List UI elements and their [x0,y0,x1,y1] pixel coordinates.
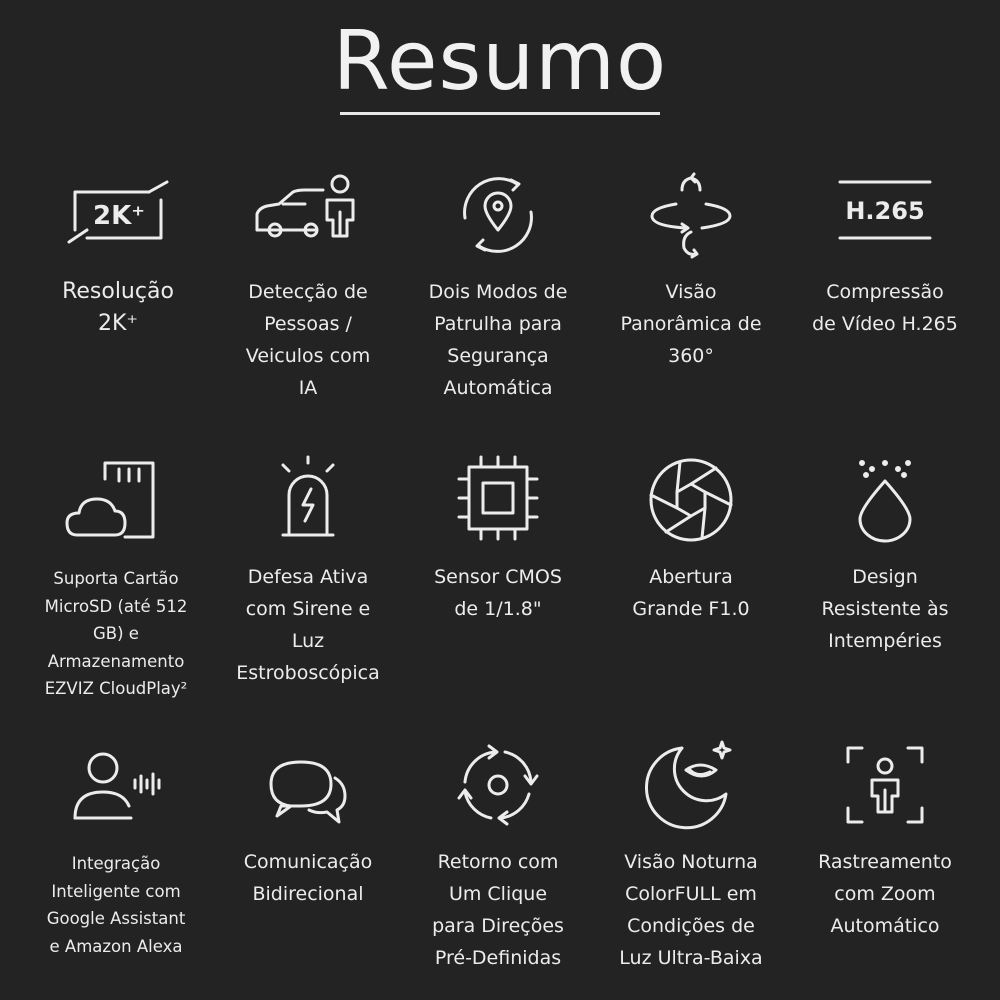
feature-label: Design Resistente às Intempéries [821,566,949,652]
feature-panoramic [593,170,789,372]
feature-ai-detection [210,170,406,404]
feature-label: Integração Inteligente com Google Assistant e Amazon Alexa [46,854,186,956]
microsd-cloud-icon [61,455,171,545]
feature-label: Visão Noturna ColorFULL em Condições de Luz Ultra-Baixa [619,851,763,969]
auto-zoom-tracking-icon [830,740,940,830]
feature-label: Retorno com Um Clique para Direções Pré-Definidas [432,851,564,969]
feature-label: Rastreamento com Zoom Automático [818,851,952,937]
voice-assistant-user-icon [61,740,171,830]
feature-weather-resistant [787,455,983,657]
feature-label: Compressão de Vídeo H.265 [812,281,958,335]
feature-label: Defesa Ativa com Sirene e Luz Estroboscópica [236,566,380,684]
svg-text:2K⁺: 2K⁺ [93,201,145,231]
chat-bubbles-icon [253,740,363,830]
feature-two-way-talk [210,740,406,910]
feature-label: Visão Panorâmica de 360° [620,281,762,367]
aperture-icon [636,455,746,545]
feature-label: Resolução 2K⁺ [62,279,174,336]
feature-label: Abertura Grande F1.0 [632,566,750,620]
feature-active-defense [210,455,406,689]
feature-aperture [593,455,789,625]
feature-label: Sensor CMOS de 1/1.8" [434,566,562,620]
feature-smart-integration [18,740,214,960]
feature-label: Detecção de Pessoas / Veiculos com IA [245,281,371,399]
feature-label: Dois Modos de Patrulha para Segurança Automática [428,281,568,399]
feature-auto-zoom-tracking [787,740,983,942]
feature-patrol-modes [400,170,596,404]
page-title: Resumo [332,14,668,109]
location-patrol-icon [443,170,553,260]
feature-microsd-cloud [18,455,214,703]
car-person-detection-icon [253,170,363,260]
title-underline [340,112,660,115]
one-click-return-icon [443,740,553,830]
feature-label: Comunicação Bidirecional [243,851,373,905]
feature-label: Suporta Cartão MicroSD (até 512 GB) e Armazenamento EZVIZ CloudPlay² [44,569,188,698]
2k-resolution-icon [63,170,173,260]
svg-text:H.265: H.265 [845,197,925,225]
h265-compression-icon [830,170,940,260]
feature-night-vision [593,740,789,974]
feature-h265 [787,170,983,340]
feature-one-click-return [400,740,596,974]
weather-resistant-drop-icon [830,455,940,545]
siren-alarm-icon [253,455,363,545]
feature-resolution [20,170,216,340]
panoramic-rotation-icon [636,170,746,260]
cmos-sensor-chip-icon [443,455,553,545]
night-vision-moon-eye-icon [636,740,746,830]
feature-cmos-sensor [400,455,596,625]
